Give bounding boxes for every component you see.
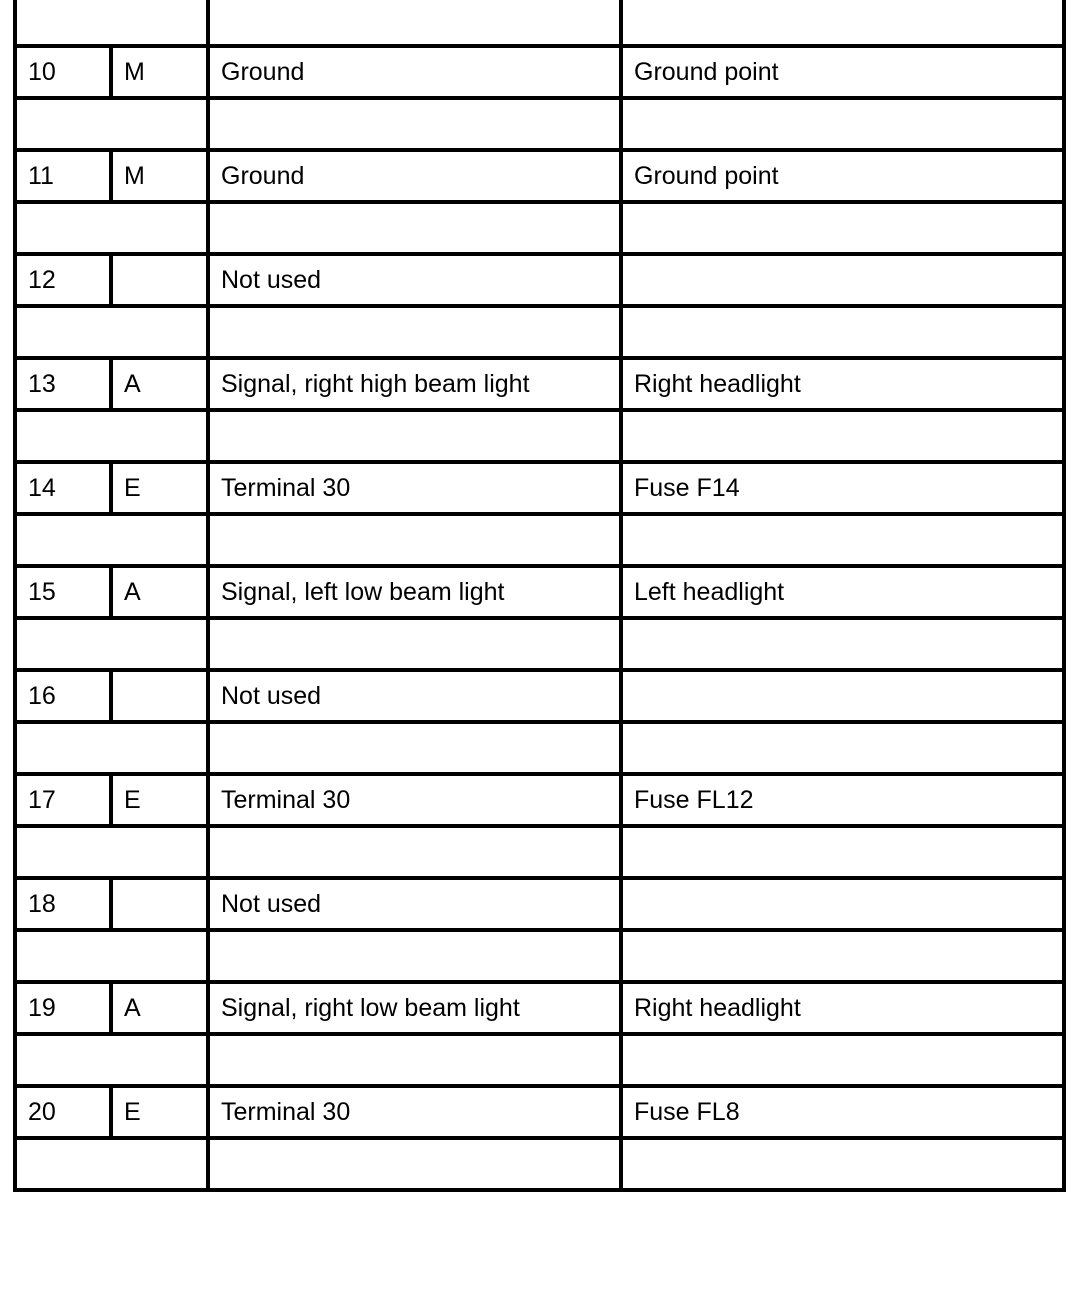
function-cell: Not used	[208, 254, 621, 306]
spacer-cell	[208, 0, 621, 46]
spacer-cell	[208, 930, 621, 982]
function-cell: Ground	[208, 46, 621, 98]
function-cell: Signal, right high beam light	[208, 358, 621, 410]
function-cell: Terminal 30	[208, 774, 621, 826]
signal-type-cell: M	[111, 46, 208, 98]
function-cell: Terminal 30	[208, 1086, 621, 1138]
pin-number-cell: 15	[15, 566, 111, 618]
spacer-cell	[208, 202, 621, 254]
signal-type-cell: E	[111, 774, 208, 826]
pin-number-cell: 20	[15, 1086, 111, 1138]
spacer-cell	[15, 722, 208, 774]
spacer-cell	[621, 1138, 1064, 1190]
spacer-row	[15, 930, 1064, 982]
spacer-cell	[208, 1034, 621, 1086]
spacer-row	[15, 98, 1064, 150]
function-cell: Terminal 30	[208, 462, 621, 514]
table-row	[15, 982, 1064, 1034]
table-row	[15, 462, 1064, 514]
destination-cell: Fuse F14	[621, 462, 1064, 514]
table-row	[15, 254, 1064, 306]
signal-type-cell: A	[111, 358, 208, 410]
destination-cell	[621, 254, 1064, 306]
spacer-row	[15, 722, 1064, 774]
signal-type-cell: E	[111, 1086, 208, 1138]
spacer-row	[15, 410, 1064, 462]
destination-cell: Ground point	[621, 150, 1064, 202]
table-row	[15, 670, 1064, 722]
spacer-row	[15, 1034, 1064, 1086]
spacer-cell	[621, 1034, 1064, 1086]
table-row	[15, 150, 1064, 202]
spacer-cell	[208, 618, 621, 670]
spacer-cell	[621, 930, 1064, 982]
destination-cell: Left headlight	[621, 566, 1064, 618]
signal-type-cell	[111, 254, 208, 306]
spacer-row	[15, 826, 1064, 878]
destination-cell: Fuse FL12	[621, 774, 1064, 826]
pin-assignment-table	[13, 0, 1066, 1192]
signal-type-cell: A	[111, 566, 208, 618]
spacer-cell	[15, 98, 208, 150]
function-cell: Signal, right low beam light	[208, 982, 621, 1034]
table-row	[15, 878, 1064, 930]
spacer-row	[15, 514, 1064, 566]
spacer-cell	[208, 1138, 621, 1190]
spacer-cell	[208, 410, 621, 462]
pin-number-cell: 16	[15, 670, 111, 722]
spacer-cell	[621, 202, 1064, 254]
pin-number-cell: 18	[15, 878, 111, 930]
spacer-cell	[15, 930, 208, 982]
spacer-cell	[621, 722, 1064, 774]
spacer-row	[15, 1138, 1064, 1190]
table-row	[15, 566, 1064, 618]
spacer-cell	[15, 1138, 208, 1190]
pin-number-cell: 11	[15, 150, 111, 202]
pin-number-cell: 13	[15, 358, 111, 410]
spacer-row	[15, 306, 1064, 358]
spacer-cell	[15, 202, 208, 254]
pin-table-body	[15, 0, 1064, 1190]
spacer-cell	[208, 98, 621, 150]
spacer-cell	[15, 306, 208, 358]
destination-cell: Right headlight	[621, 358, 1064, 410]
spacer-cell	[621, 98, 1064, 150]
spacer-cell	[15, 514, 208, 566]
pin-number-cell: 14	[15, 462, 111, 514]
spacer-row	[15, 0, 1064, 46]
pin-number-cell: 12	[15, 254, 111, 306]
table-row	[15, 1086, 1064, 1138]
spacer-cell	[621, 618, 1064, 670]
signal-type-cell: A	[111, 982, 208, 1034]
destination-cell: Fuse FL8	[621, 1086, 1064, 1138]
table-row	[15, 358, 1064, 410]
signal-type-cell	[111, 670, 208, 722]
pin-number-cell: 17	[15, 774, 111, 826]
spacer-cell	[208, 826, 621, 878]
destination-cell: Ground point	[621, 46, 1064, 98]
function-cell: Signal, left low beam light	[208, 566, 621, 618]
spacer-cell	[208, 514, 621, 566]
spacer-cell	[15, 618, 208, 670]
spacer-cell	[15, 0, 208, 46]
spacer-cell	[15, 1034, 208, 1086]
destination-cell	[621, 878, 1064, 930]
pin-number-cell: 10	[15, 46, 111, 98]
destination-cell	[621, 670, 1064, 722]
spacer-cell	[208, 306, 621, 358]
table-row	[15, 774, 1064, 826]
signal-type-cell	[111, 878, 208, 930]
function-cell: Not used	[208, 670, 621, 722]
spacer-cell	[621, 514, 1064, 566]
spacer-cell	[621, 0, 1064, 46]
spacer-cell	[15, 410, 208, 462]
pin-number-cell: 19	[15, 982, 111, 1034]
signal-type-cell: E	[111, 462, 208, 514]
signal-type-cell: M	[111, 150, 208, 202]
spacer-cell	[208, 722, 621, 774]
function-cell: Not used	[208, 878, 621, 930]
function-cell: Ground	[208, 150, 621, 202]
table-row	[15, 46, 1064, 98]
spacer-cell	[621, 306, 1064, 358]
spacer-cell	[621, 826, 1064, 878]
spacer-row	[15, 202, 1064, 254]
spacer-row	[15, 618, 1064, 670]
spacer-cell	[15, 826, 208, 878]
spacer-cell	[621, 410, 1064, 462]
destination-cell: Right headlight	[621, 982, 1064, 1034]
